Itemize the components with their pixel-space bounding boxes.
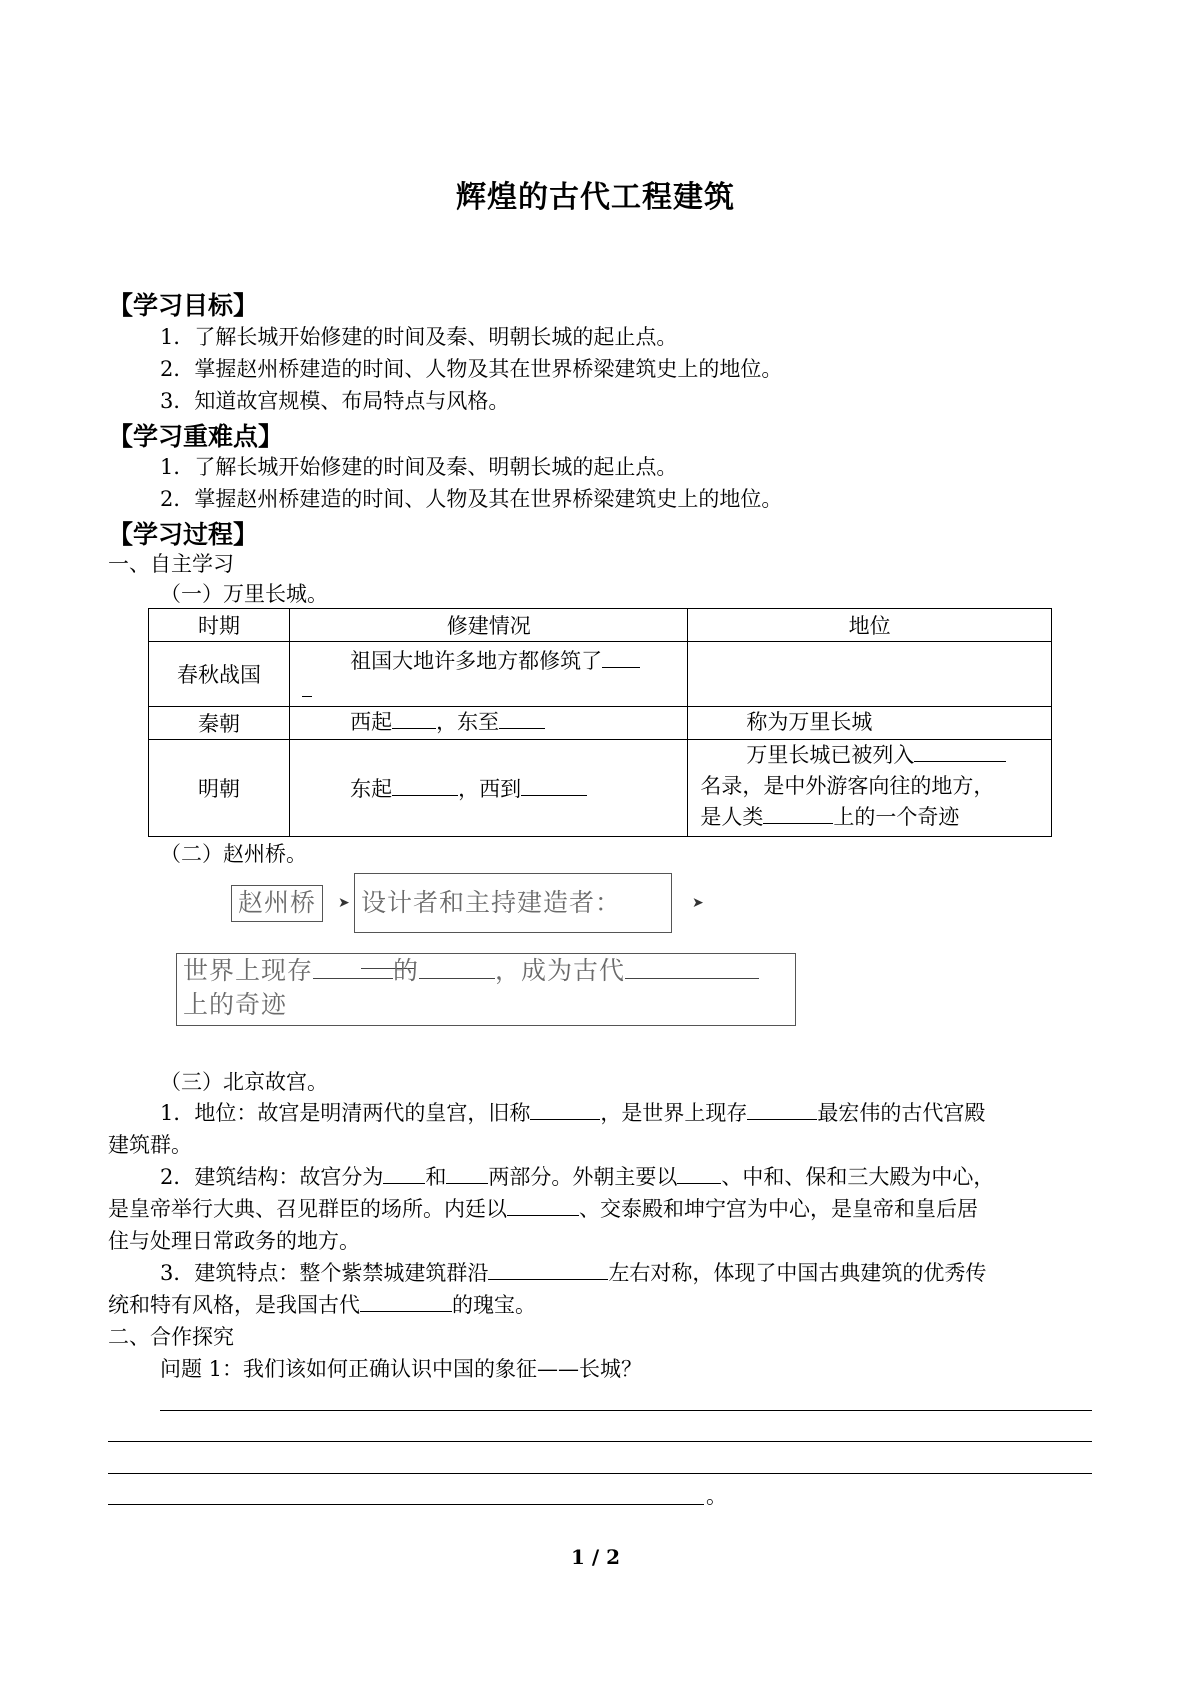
key-point-item-2: 2．掌握赵州桥建造的时间、人物及其在世界桥梁建筑史上的地位。 xyxy=(160,487,783,511)
bridge-status-text: 世界上现存 xyxy=(183,956,314,985)
bridge-designer-text: 设计者和主持建造者： xyxy=(361,888,622,917)
forbidden-city-p2-line2 xyxy=(108,1193,978,1225)
blank xyxy=(625,962,759,979)
forbidden-city-p1-line2: 建筑群。 xyxy=(108,1133,192,1157)
subsection-great-wall: （一）万里长城。 xyxy=(160,582,328,606)
table-header-construction: 修建情况 xyxy=(290,609,688,642)
bridge-label: 赵州桥 xyxy=(237,888,316,917)
paragraph-text: 左右对称，体现了中国古典建筑的优秀传 xyxy=(608,1261,987,1285)
paragraph-text: 最宏伟的古代宫殿 xyxy=(817,1101,986,1125)
page-number: 1 / 2 xyxy=(570,1545,621,1569)
blank xyxy=(360,1291,452,1312)
section-self-study: 一、自主学习 xyxy=(108,552,234,576)
construction-text: 西起 xyxy=(350,710,393,734)
construction-text: 祖国大地许多地方都修筑了 xyxy=(350,649,603,673)
forbidden-city-p3-line2 xyxy=(108,1289,536,1321)
blank xyxy=(747,1099,817,1120)
forbidden-city-p3-line1 xyxy=(160,1257,986,1289)
status-text: 是人类 xyxy=(700,805,764,829)
bridge-status-text: 的 xyxy=(393,956,420,985)
subsection-zhaozhou-bridge: （二）赵州桥。 xyxy=(160,842,307,866)
objective-item-3: 3．知道故宫规模、布局特点与风格。 xyxy=(160,389,510,413)
paragraph-text: 统和特有风格，是我国古代 xyxy=(108,1293,360,1317)
paragraph-text: 2．建筑结构：故宫分为 xyxy=(160,1165,384,1189)
status-cell xyxy=(688,740,1052,837)
paragraph-text: 的瑰宝。 xyxy=(452,1293,536,1317)
table-row xyxy=(149,740,1052,837)
blank xyxy=(602,647,640,668)
paragraph-text: ，是世界上现存 xyxy=(600,1101,748,1125)
process-heading: 【学习过程】 xyxy=(108,520,259,549)
blank xyxy=(446,1163,488,1184)
status-text: 上的一个奇迹 xyxy=(833,805,960,829)
key-point-item-1: 1．了解长城开始修建的时间及秦、明朝长城的起止点。 xyxy=(160,455,678,479)
paragraph-text: 、中和、保和三大殿为中心， xyxy=(721,1165,995,1189)
blank xyxy=(419,962,495,979)
status-text: 称为万里长城 xyxy=(746,710,873,734)
arrow-right-icon: ➤ xyxy=(338,895,350,911)
objectives-heading: 【学习目标】 xyxy=(108,291,259,320)
bridge-label-box xyxy=(231,885,323,922)
blank xyxy=(763,803,833,824)
blank xyxy=(392,708,436,729)
blank xyxy=(914,741,1006,762)
forbidden-city-p2-line1 xyxy=(160,1161,994,1193)
period-cell: 春秋战国 xyxy=(149,642,290,707)
construction-text: ，西到 xyxy=(458,777,522,801)
paragraph-text: 和 xyxy=(425,1165,447,1189)
paragraph-text: 是皇帝举行大典、召见群臣的场所。内廷以 xyxy=(108,1197,507,1221)
blank xyxy=(677,1163,721,1184)
section-cooperative-inquiry: 二、合作探究 xyxy=(108,1325,234,1349)
blank xyxy=(530,1099,600,1120)
status-cell xyxy=(688,707,1052,740)
page-title: 辉煌的古代工程建筑 xyxy=(456,180,735,215)
blank xyxy=(521,775,587,796)
period-cell: 明朝 xyxy=(149,740,290,837)
table-header-status: 地位 xyxy=(688,609,1052,642)
blank xyxy=(392,775,458,796)
blank xyxy=(313,962,393,979)
paragraph-text: 3．建筑特点：整个紫禁城建筑群沿 xyxy=(160,1261,489,1285)
answer-end-period: 。 xyxy=(706,1484,727,1508)
objective-item-1: 1．了解长城开始修建的时间及秦、明朝长城的起止点。 xyxy=(160,325,678,349)
bridge-status-text: ，成为古代 xyxy=(495,956,626,985)
key-points-heading: 【学习重难点】 xyxy=(108,422,284,451)
period-cell: 秦朝 xyxy=(149,707,290,740)
table-row xyxy=(149,707,1052,740)
arrow-right-icon: ➤ xyxy=(692,895,704,911)
table-row xyxy=(149,642,1052,707)
bridge-designer-box xyxy=(354,873,672,933)
status-text: 名录，是中外游客向往的地方， xyxy=(700,774,995,798)
blank xyxy=(499,708,545,729)
bridge-status-text: 上的奇迹 xyxy=(183,990,288,1019)
paragraph-text: 、交泰殿和坤宁宫为中心，是皇帝和皇后居 xyxy=(579,1197,978,1221)
answer-line xyxy=(108,1504,704,1505)
objective-item-2: 2．掌握赵州桥建造的时间、人物及其在世界桥梁建筑史上的地位。 xyxy=(160,357,783,381)
answer-line xyxy=(108,1473,1092,1474)
blank xyxy=(302,676,312,697)
paragraph-text: 两部分。外朝主要以 xyxy=(488,1165,678,1189)
forbidden-city-p1-line1 xyxy=(160,1097,985,1129)
construction-cell xyxy=(290,642,688,707)
construction-cell xyxy=(290,740,688,837)
construction-text: 东起 xyxy=(350,777,393,801)
answer-line xyxy=(108,1441,1092,1442)
bridge-status-box xyxy=(176,953,796,1026)
answer-line xyxy=(160,1410,1092,1411)
status-cell xyxy=(688,642,1052,707)
status-text: 万里长城已被列入 xyxy=(746,743,915,767)
table-header-row xyxy=(149,609,1052,642)
question-1: 问题 1：我们该如何正确认识中国的象征——长城？ xyxy=(160,1357,643,1381)
blank xyxy=(383,1163,425,1184)
subsection-forbidden-city: （三）北京故宫。 xyxy=(160,1070,328,1094)
forbidden-city-p2-line3: 住与处理日常政务的地方。 xyxy=(108,1229,360,1253)
construction-cell xyxy=(290,707,688,740)
table-header-period: 时期 xyxy=(149,609,290,642)
construction-text: ，东至 xyxy=(436,710,500,734)
paragraph-text: 1．地位：故宫是明清两代的皇宫，旧称 xyxy=(160,1101,531,1125)
great-wall-table xyxy=(148,608,1052,837)
blank xyxy=(507,1195,579,1216)
blank xyxy=(488,1259,608,1280)
